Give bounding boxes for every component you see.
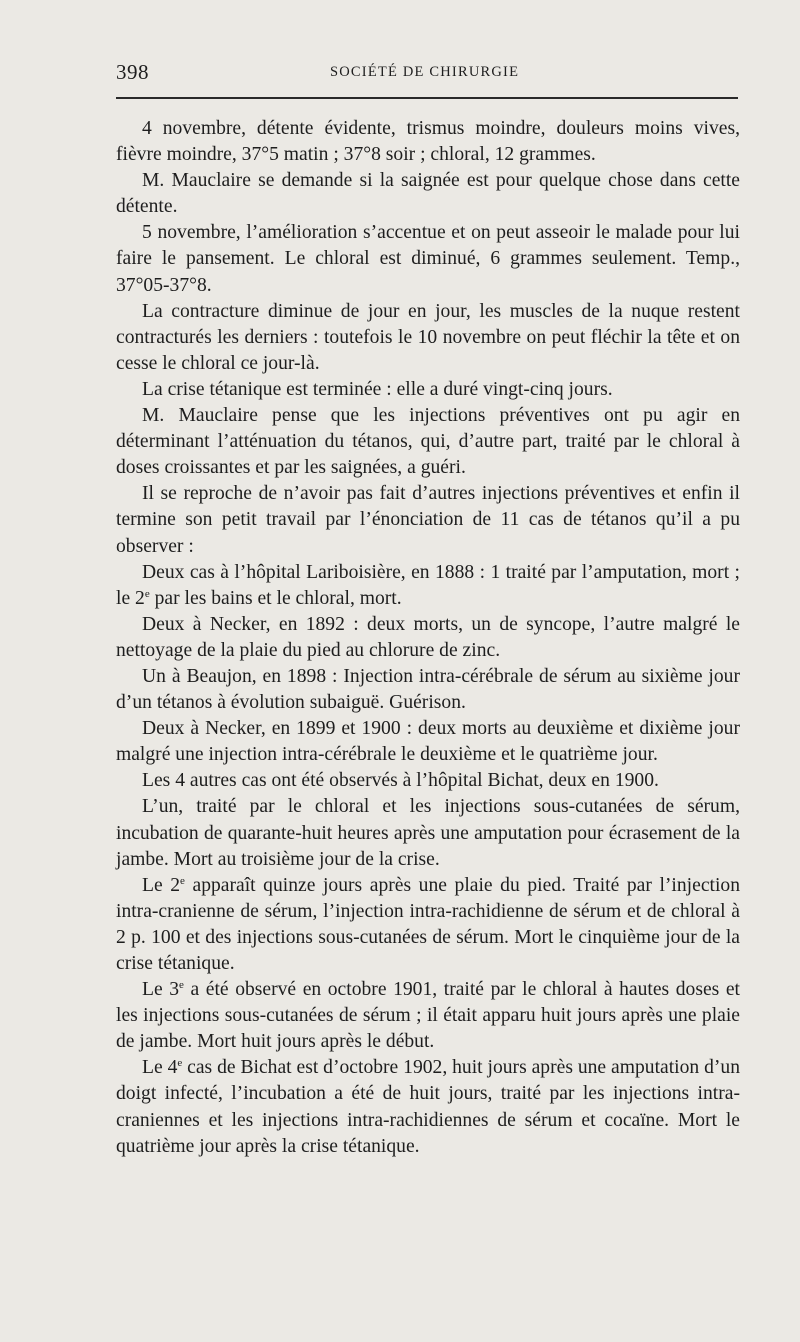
paragraph: M. Mauclaire pense que les injections préventives ont pu agir en déterminant l’atténuation du tétanos, qui, d’autre part, traité par le chloral à doses croissantes et par les saignées, a guéri. — [116, 405, 740, 479]
paragraph: Le 3e a été observé en octobre 1901, traité par le chloral à hautes doses et les injections sous-cutanées de sérum ; il était apparu huit jours après une plaie de jambe. Mort huit jours après le début. — [116, 979, 740, 1053]
paragraph: Deux cas à l’hôpital Lariboisière, en 1888 : 1 traité par l’amputation, mort ; le 2e par les bains et le chloral, mort. — [116, 561, 740, 609]
paragraph: La contracture diminue de jour en jour, les muscles de la nuque restent contracturés les derniers : toutefois le 10 novembre on peut fléchir la tête et on cesse le chloral ce jour-là. — [116, 300, 740, 374]
paragraph: 5 novembre, l’amélioration s’accentue et on peut asseoir le malade pour lui faire le pansement. Le chloral est diminué, 6 grammes seulement. Temp., 37°05-37°8. — [116, 222, 740, 296]
paragraph: L’un, traité par le chloral et les injections sous-cutanées de sérum, incubation de quarante-huit heures après une amputation pour écrasement de la jambe. Mort au troisième jour de la crise. — [116, 796, 740, 870]
paragraph: 4 novembre, détente évidente, trismus moindre, douleurs moins vives, fièvre moindre, 37°5 matin ; 37°8 soir ; chloral, 12 grammes. — [116, 118, 740, 166]
paragraph: Le 2e apparaît quinze jours après une plaie du pied. Traité par l’injection intra-cranienne de sérum, l’injection intra-rachidienne de sérum et de chloral à 2 p. 100 et des injections sous-cutanées de sérum. Mort le cinquième jour de la crise tétanique. — [116, 874, 740, 974]
page-number: 398 — [116, 60, 149, 84]
paragraph: M. Mauclaire se demande si la saignée est pour quelque chose dans cette détente. — [116, 170, 740, 218]
paragraph: Le 4e cas de Bichat est d’octobre 1902, huit jours après une amputation d’un doigt infecté, l’incubation a été de huit jours, traité par les injections intra-craniennes et les injections intra-rachidiennes de sérum et cocaïne. Mort le quatrième jour après la crise tétanique. — [116, 1057, 740, 1157]
paragraph: Deux à Necker, en 1899 et 1900 : deux morts au deuxième et dixième jour malgré une injection intra-cérébrale le deuxième et le quatrième jour. — [116, 718, 740, 766]
paragraph: Un à Beaujon, en 1898 : Injection intra-cérébrale de sérum au sixième jour d’un tétanos à évolution subaiguë. Guérison. — [116, 665, 740, 714]
paragraph: Les 4 autres cas ont été observés à l’hôpital Bichat, deux en 1900. — [142, 770, 659, 792]
paragraph: La crise tétanique est terminée : elle a duré vingt-cinq jours. — [142, 378, 613, 400]
page-header — [116, 60, 738, 88]
running-title: SOCIÉTÉ DE CHIRURGIE — [330, 64, 520, 80]
body-text — [116, 116, 740, 1160]
paragraph: Deux à Necker, en 1892 : deux morts, un de syncope, l’autre malgré le nettoyage de la plaie du pied au chlorure de zinc. — [116, 613, 740, 661]
paragraph: Il se reproche de n’avoir pas fait d’autres injections préventives et enfin il termine son petit travail par l’énonciation de 11 cas de tétanos qu’il a pu observer : — [116, 483, 740, 557]
header-rule — [116, 97, 738, 99]
